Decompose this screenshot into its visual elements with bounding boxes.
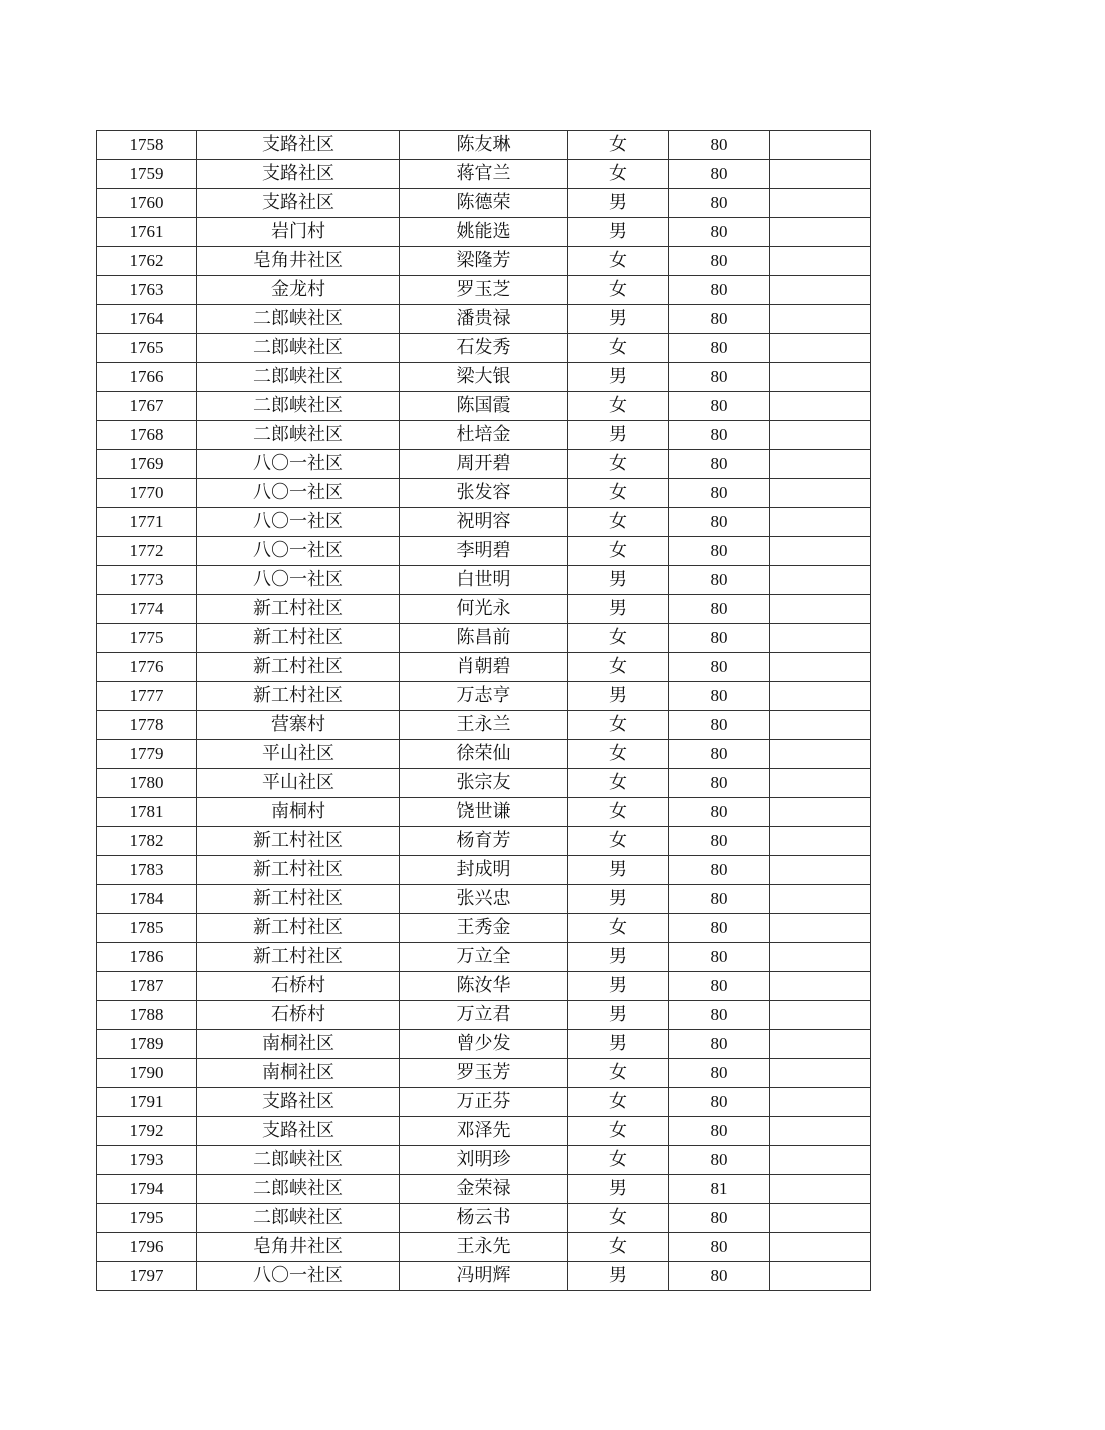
cell-remark <box>770 1001 871 1030</box>
cell-age: 80 <box>669 914 770 943</box>
table-row <box>97 479 871 508</box>
cell-age: 80 <box>669 885 770 914</box>
cell-remark <box>770 160 871 189</box>
table-row <box>97 1204 871 1233</box>
cell-community: 支路社区 <box>197 160 400 189</box>
cell-community: 南桐社区 <box>197 1059 400 1088</box>
cell-gender: 男 <box>568 1030 669 1059</box>
cell-gender: 男 <box>568 972 669 1001</box>
cell-gender: 男 <box>568 1262 669 1291</box>
cell-name: 王永兰 <box>400 711 568 740</box>
cell-community: 八〇一社区 <box>197 566 400 595</box>
cell-remark <box>770 624 871 653</box>
cell-remark <box>770 972 871 1001</box>
cell-number: 1782 <box>97 827 197 856</box>
table-row <box>97 1001 871 1030</box>
cell-remark <box>770 798 871 827</box>
table-row <box>97 1262 871 1291</box>
cell-community: 新工村社区 <box>197 943 400 972</box>
cell-remark <box>770 392 871 421</box>
cell-number: 1779 <box>97 740 197 769</box>
cell-name: 张宗友 <box>400 769 568 798</box>
cell-remark <box>770 885 871 914</box>
cell-name: 万立全 <box>400 943 568 972</box>
cell-age: 80 <box>669 1204 770 1233</box>
cell-age: 80 <box>669 1117 770 1146</box>
cell-gender: 女 <box>568 1233 669 1262</box>
cell-remark <box>770 1030 871 1059</box>
cell-gender: 女 <box>568 827 669 856</box>
cell-number: 1763 <box>97 276 197 305</box>
cell-remark <box>770 450 871 479</box>
cell-gender: 男 <box>568 189 669 218</box>
cell-gender: 女 <box>568 769 669 798</box>
cell-remark <box>770 653 871 682</box>
cell-name: 万志亨 <box>400 682 568 711</box>
table-row <box>97 624 871 653</box>
cell-age: 80 <box>669 943 770 972</box>
cell-community: 八〇一社区 <box>197 537 400 566</box>
cell-gender: 男 <box>568 856 669 885</box>
cell-gender: 男 <box>568 566 669 595</box>
cell-remark <box>770 943 871 972</box>
cell-number: 1784 <box>97 885 197 914</box>
cell-community: 新工村社区 <box>197 624 400 653</box>
cell-community: 新工村社区 <box>197 827 400 856</box>
cell-number: 1762 <box>97 247 197 276</box>
cell-number: 1772 <box>97 537 197 566</box>
cell-gender: 女 <box>568 334 669 363</box>
cell-name: 王永先 <box>400 1233 568 1262</box>
cell-name: 祝明容 <box>400 508 568 537</box>
cell-remark <box>770 334 871 363</box>
cell-name: 杨云书 <box>400 1204 568 1233</box>
cell-number: 1774 <box>97 595 197 624</box>
cell-number: 1761 <box>97 218 197 247</box>
cell-remark <box>770 682 871 711</box>
cell-number: 1785 <box>97 914 197 943</box>
cell-number: 1759 <box>97 160 197 189</box>
cell-community: 皂角井社区 <box>197 1233 400 1262</box>
cell-name: 邓泽先 <box>400 1117 568 1146</box>
cell-gender: 女 <box>568 740 669 769</box>
table-row <box>97 189 871 218</box>
table-row <box>97 943 871 972</box>
cell-age: 80 <box>669 160 770 189</box>
cell-community: 新工村社区 <box>197 682 400 711</box>
table-row <box>97 276 871 305</box>
cell-name: 刘明珍 <box>400 1146 568 1175</box>
cell-age: 80 <box>669 1030 770 1059</box>
cell-remark <box>770 189 871 218</box>
cell-age: 80 <box>669 479 770 508</box>
cell-age: 80 <box>669 247 770 276</box>
cell-gender: 女 <box>568 653 669 682</box>
cell-name: 饶世谦 <box>400 798 568 827</box>
cell-remark <box>770 421 871 450</box>
cell-age: 80 <box>669 189 770 218</box>
cell-name: 石发秀 <box>400 334 568 363</box>
cell-remark <box>770 1262 871 1291</box>
table-row <box>97 566 871 595</box>
table-row <box>97 1059 871 1088</box>
cell-age: 80 <box>669 508 770 537</box>
table-row <box>97 740 871 769</box>
cell-community: 支路社区 <box>197 1117 400 1146</box>
cell-name: 徐荣仙 <box>400 740 568 769</box>
table-row <box>97 334 871 363</box>
cell-age: 80 <box>669 392 770 421</box>
cell-community: 新工村社区 <box>197 885 400 914</box>
cell-community: 二郎峡社区 <box>197 1146 400 1175</box>
cell-age: 80 <box>669 1088 770 1117</box>
cell-number: 1787 <box>97 972 197 1001</box>
data-table <box>96 130 871 1291</box>
cell-gender: 女 <box>568 131 669 160</box>
cell-number: 1777 <box>97 682 197 711</box>
cell-number: 1797 <box>97 1262 197 1291</box>
cell-name: 万立君 <box>400 1001 568 1030</box>
table-row <box>97 769 871 798</box>
cell-gender: 女 <box>568 479 669 508</box>
cell-gender: 女 <box>568 1117 669 1146</box>
cell-community: 石桥村 <box>197 1001 400 1030</box>
cell-number: 1767 <box>97 392 197 421</box>
cell-community: 金龙村 <box>197 276 400 305</box>
cell-community: 二郎峡社区 <box>197 1175 400 1204</box>
cell-number: 1781 <box>97 798 197 827</box>
cell-number: 1771 <box>97 508 197 537</box>
cell-name: 冯明辉 <box>400 1262 568 1291</box>
cell-gender: 女 <box>568 711 669 740</box>
cell-name: 张兴忠 <box>400 885 568 914</box>
cell-remark <box>770 1233 871 1262</box>
cell-community: 二郎峡社区 <box>197 421 400 450</box>
cell-age: 80 <box>669 305 770 334</box>
cell-remark <box>770 595 871 624</box>
cell-remark <box>770 479 871 508</box>
table-row <box>97 392 871 421</box>
cell-name: 杜培金 <box>400 421 568 450</box>
cell-number: 1780 <box>97 769 197 798</box>
table-row <box>97 537 871 566</box>
cell-age: 80 <box>669 624 770 653</box>
cell-age: 80 <box>669 1262 770 1291</box>
cell-remark <box>770 769 871 798</box>
cell-number: 1764 <box>97 305 197 334</box>
cell-name: 何光永 <box>400 595 568 624</box>
cell-age: 80 <box>669 769 770 798</box>
cell-age: 80 <box>669 740 770 769</box>
cell-community: 八〇一社区 <box>197 1262 400 1291</box>
cell-number: 1775 <box>97 624 197 653</box>
cell-community: 平山社区 <box>197 740 400 769</box>
cell-name: 曾少发 <box>400 1030 568 1059</box>
cell-gender: 女 <box>568 392 669 421</box>
cell-gender: 女 <box>568 537 669 566</box>
table-row <box>97 914 871 943</box>
cell-gender: 男 <box>568 305 669 334</box>
cell-remark <box>770 1059 871 1088</box>
cell-gender: 女 <box>568 450 669 479</box>
table-row <box>97 508 871 537</box>
cell-age: 80 <box>669 682 770 711</box>
cell-gender: 女 <box>568 160 669 189</box>
table-row <box>97 682 871 711</box>
cell-number: 1760 <box>97 189 197 218</box>
cell-age: 80 <box>669 334 770 363</box>
cell-gender: 女 <box>568 1204 669 1233</box>
cell-gender: 女 <box>568 1088 669 1117</box>
cell-remark <box>770 827 871 856</box>
cell-number: 1792 <box>97 1117 197 1146</box>
cell-name: 罗玉芳 <box>400 1059 568 1088</box>
table-row <box>97 421 871 450</box>
cell-community: 新工村社区 <box>197 856 400 885</box>
cell-community: 平山社区 <box>197 769 400 798</box>
table-row <box>97 827 871 856</box>
table-row <box>97 131 871 160</box>
cell-number: 1768 <box>97 421 197 450</box>
cell-gender: 男 <box>568 885 669 914</box>
cell-gender: 女 <box>568 1146 669 1175</box>
cell-number: 1791 <box>97 1088 197 1117</box>
cell-number: 1795 <box>97 1204 197 1233</box>
cell-age: 80 <box>669 595 770 624</box>
cell-remark <box>770 305 871 334</box>
cell-community: 新工村社区 <box>197 914 400 943</box>
cell-community: 南桐社区 <box>197 1030 400 1059</box>
cell-remark <box>770 566 871 595</box>
cell-name: 杨育芳 <box>400 827 568 856</box>
cell-name: 梁大银 <box>400 363 568 392</box>
cell-name: 陈昌前 <box>400 624 568 653</box>
cell-community: 岩门村 <box>197 218 400 247</box>
cell-age: 80 <box>669 363 770 392</box>
cell-community: 八〇一社区 <box>197 479 400 508</box>
table-row <box>97 1175 871 1204</box>
cell-remark <box>770 537 871 566</box>
cell-name: 姚能选 <box>400 218 568 247</box>
table-row <box>97 218 871 247</box>
cell-remark <box>770 218 871 247</box>
cell-age: 80 <box>669 972 770 1001</box>
cell-remark <box>770 1088 871 1117</box>
cell-community: 八〇一社区 <box>197 508 400 537</box>
cell-age: 80 <box>669 1001 770 1030</box>
cell-gender: 男 <box>568 595 669 624</box>
cell-name: 李明碧 <box>400 537 568 566</box>
table-row <box>97 798 871 827</box>
cell-community: 二郎峡社区 <box>197 392 400 421</box>
cell-gender: 女 <box>568 914 669 943</box>
cell-gender: 男 <box>568 218 669 247</box>
cell-number: 1783 <box>97 856 197 885</box>
table-row <box>97 450 871 479</box>
cell-remark <box>770 1117 871 1146</box>
table-row <box>97 363 871 392</box>
cell-name: 白世明 <box>400 566 568 595</box>
cell-community: 支路社区 <box>197 189 400 218</box>
cell-name: 陈德荣 <box>400 189 568 218</box>
cell-name: 蒋官兰 <box>400 160 568 189</box>
table-row <box>97 247 871 276</box>
cell-number: 1770 <box>97 479 197 508</box>
table-row <box>97 595 871 624</box>
cell-name: 潘贵禄 <box>400 305 568 334</box>
table-row <box>97 653 871 682</box>
cell-remark <box>770 1204 871 1233</box>
cell-age: 80 <box>669 218 770 247</box>
cell-age: 80 <box>669 421 770 450</box>
cell-community: 八〇一社区 <box>197 450 400 479</box>
cell-gender: 男 <box>568 1001 669 1030</box>
cell-name: 陈国霞 <box>400 392 568 421</box>
cell-number: 1793 <box>97 1146 197 1175</box>
cell-remark <box>770 363 871 392</box>
table-row <box>97 1233 871 1262</box>
cell-gender: 女 <box>568 276 669 305</box>
table-row <box>97 1088 871 1117</box>
cell-community: 支路社区 <box>197 1088 400 1117</box>
cell-gender: 男 <box>568 682 669 711</box>
cell-community: 二郎峡社区 <box>197 334 400 363</box>
cell-age: 80 <box>669 1146 770 1175</box>
cell-gender: 女 <box>568 247 669 276</box>
table-row <box>97 972 871 1001</box>
cell-remark <box>770 276 871 305</box>
cell-gender: 男 <box>568 421 669 450</box>
table-body <box>97 131 871 1291</box>
cell-number: 1788 <box>97 1001 197 1030</box>
cell-community: 二郎峡社区 <box>197 1204 400 1233</box>
table-row <box>97 885 871 914</box>
cell-age: 80 <box>669 856 770 885</box>
cell-age: 80 <box>669 131 770 160</box>
cell-number: 1786 <box>97 943 197 972</box>
cell-age: 80 <box>669 827 770 856</box>
cell-number: 1766 <box>97 363 197 392</box>
cell-number: 1796 <box>97 1233 197 1262</box>
cell-remark <box>770 131 871 160</box>
cell-number: 1773 <box>97 566 197 595</box>
cell-name: 罗玉芝 <box>400 276 568 305</box>
cell-gender: 女 <box>568 798 669 827</box>
cell-number: 1778 <box>97 711 197 740</box>
cell-community: 支路社区 <box>197 131 400 160</box>
cell-number: 1758 <box>97 131 197 160</box>
cell-gender: 女 <box>568 624 669 653</box>
cell-remark <box>770 914 871 943</box>
table-row <box>97 160 871 189</box>
cell-remark <box>770 740 871 769</box>
cell-age: 80 <box>669 537 770 566</box>
cell-remark <box>770 1175 871 1204</box>
cell-community: 新工村社区 <box>197 653 400 682</box>
cell-name: 陈友琳 <box>400 131 568 160</box>
cell-age: 80 <box>669 653 770 682</box>
cell-name: 周开碧 <box>400 450 568 479</box>
cell-gender: 男 <box>568 943 669 972</box>
cell-number: 1769 <box>97 450 197 479</box>
cell-gender: 男 <box>568 363 669 392</box>
cell-remark <box>770 711 871 740</box>
cell-age: 80 <box>669 1233 770 1262</box>
cell-gender: 女 <box>568 508 669 537</box>
table-row <box>97 856 871 885</box>
cell-age: 80 <box>669 798 770 827</box>
cell-name: 梁隆芳 <box>400 247 568 276</box>
cell-name: 金荣禄 <box>400 1175 568 1204</box>
cell-age: 80 <box>669 276 770 305</box>
table-row <box>97 1030 871 1059</box>
cell-community: 皂角井社区 <box>197 247 400 276</box>
cell-age: 80 <box>669 566 770 595</box>
cell-community: 二郎峡社区 <box>197 305 400 334</box>
cell-number: 1776 <box>97 653 197 682</box>
cell-community: 新工村社区 <box>197 595 400 624</box>
cell-name: 张发容 <box>400 479 568 508</box>
cell-remark <box>770 247 871 276</box>
cell-community: 南桐村 <box>197 798 400 827</box>
cell-number: 1790 <box>97 1059 197 1088</box>
cell-remark <box>770 856 871 885</box>
cell-community: 石桥村 <box>197 972 400 1001</box>
cell-gender: 女 <box>568 1059 669 1088</box>
table-row <box>97 1117 871 1146</box>
cell-remark <box>770 1146 871 1175</box>
cell-community: 营寨村 <box>197 711 400 740</box>
cell-name: 肖朝碧 <box>400 653 568 682</box>
cell-name: 封成明 <box>400 856 568 885</box>
cell-name: 陈汝华 <box>400 972 568 1001</box>
cell-number: 1794 <box>97 1175 197 1204</box>
cell-gender: 男 <box>568 1175 669 1204</box>
cell-age: 81 <box>669 1175 770 1204</box>
cell-remark <box>770 508 871 537</box>
cell-community: 二郎峡社区 <box>197 363 400 392</box>
cell-number: 1765 <box>97 334 197 363</box>
cell-age: 80 <box>669 711 770 740</box>
table-row <box>97 305 871 334</box>
table-row <box>97 711 871 740</box>
cell-name: 王秀金 <box>400 914 568 943</box>
cell-name: 万正芬 <box>400 1088 568 1117</box>
table-row <box>97 1146 871 1175</box>
cell-age: 80 <box>669 1059 770 1088</box>
cell-number: 1789 <box>97 1030 197 1059</box>
cell-age: 80 <box>669 450 770 479</box>
